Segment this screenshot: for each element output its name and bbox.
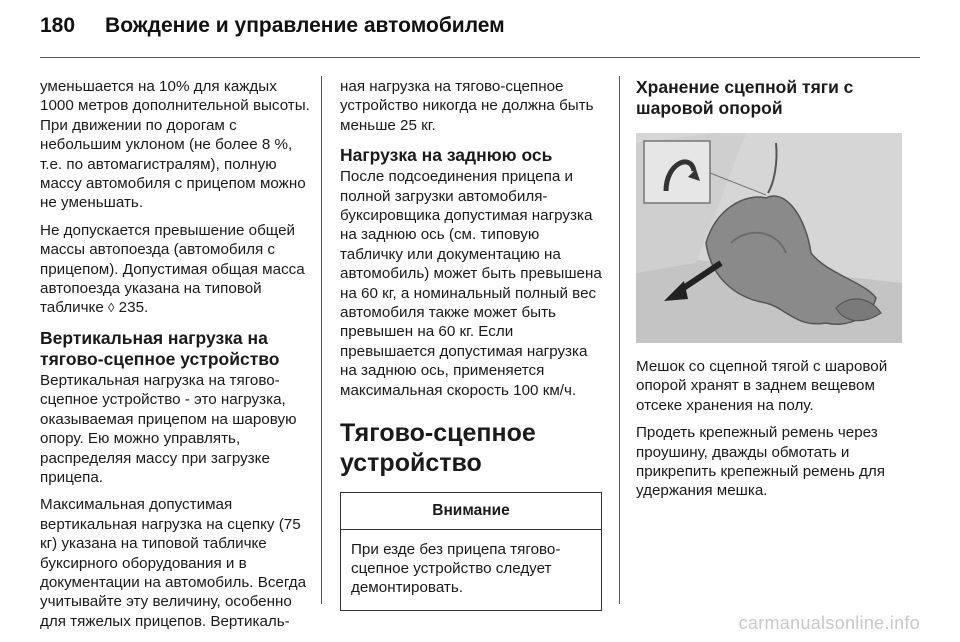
paragraph-text: Не допускается превышение общей массы автопоезда (автомобиля с прицепом). Допустимая общая масса автопоезда указана на типовой табличке bbox=[40, 221, 305, 317]
paragraph: уменьшается на 10% для каждых 1000 метров дополнительной высоты. При движении по дорогам с небольшим уклоном (не более 8 %, т.е. по автомагистралям), полную массу автомобиля с прицепом можно не уменьшать. bbox=[40, 78, 310, 212]
section-heading-storage: Хранение сцепной тяги с шаровой опорой bbox=[636, 77, 854, 118]
watermark: carmanualsonline.info bbox=[738, 613, 920, 633]
paragraph bbox=[40, 221, 312, 318]
header-divider bbox=[40, 57, 920, 58]
detail-inset bbox=[644, 141, 710, 203]
section-heading-rear-axle: Нагрузка на заднюю ось bbox=[340, 145, 553, 166]
paragraph: Вертикальная нагрузка на тягово-сцепное устройство - это нагрузка, оказываемая прицепом на шаровую опору. Ею можно управлять, распределяя массу при загрузке прицепа. bbox=[40, 371, 297, 486]
page-title: Вождение и управление автомобилем bbox=[105, 14, 505, 37]
paragraph: ная нагрузка на тягово-сцепное устройство никогда не должна быть меньше 25 кг. bbox=[340, 78, 594, 134]
column-divider bbox=[321, 76, 322, 604]
paragraph: Мешок со сцепной тягой с шаровой опорой хранят в заднем вещевом отсеке хранения на полу. bbox=[636, 358, 888, 414]
warning-text: При езде без прицепа тягово-сцепное устройство следует демонтировать. bbox=[351, 540, 561, 597]
paragraph: Максимальная допустимая вертикальная нагрузка на сцепку (75 кг) указана на типовой табличке буксирного оборудования и в документации на автомобиль. Всегда учитывайте эту величину, особенно для тяжелых прицепов. Вертикаль- bbox=[40, 496, 307, 630]
section-heading-vertical-load: Вертикальная нагрузка на тягово-сцепное устройство bbox=[40, 327, 280, 369]
warning-box bbox=[340, 492, 602, 611]
column-left bbox=[40, 77, 312, 639]
column-right bbox=[636, 77, 904, 509]
page-reference[interactable]: 235. bbox=[118, 299, 149, 317]
paragraph: После подсоединения прицепа и полной загрузки автомобиля-буксировщика допустимая нагрузка на заднюю ось (см. типовую табличку или документацию на автомобиль) может быть превышена на 60 кг, а номинальный полный вес автомобиля также может быть превышен на 60 кг. Если превышается допустимая нагрузка на заднюю ось, применяется максимальная скорость 100 км/ч. bbox=[340, 168, 602, 399]
paragraph: Продеть крепежный ремень через проушину, дважды обмотать и прикрепить крепежный ремень для удержания мешка. bbox=[636, 424, 885, 500]
page-header bbox=[40, 14, 505, 38]
column-middle bbox=[340, 77, 602, 611]
page-number: 180 bbox=[40, 14, 76, 37]
warning-title: Внимание bbox=[341, 493, 601, 529]
column-divider bbox=[619, 76, 620, 604]
page-reference-icon: ◊ bbox=[108, 300, 115, 316]
towbar-bag-illustration bbox=[636, 133, 902, 343]
chapter-heading-towbar: Тягово-сцепное устройство bbox=[340, 419, 536, 478]
